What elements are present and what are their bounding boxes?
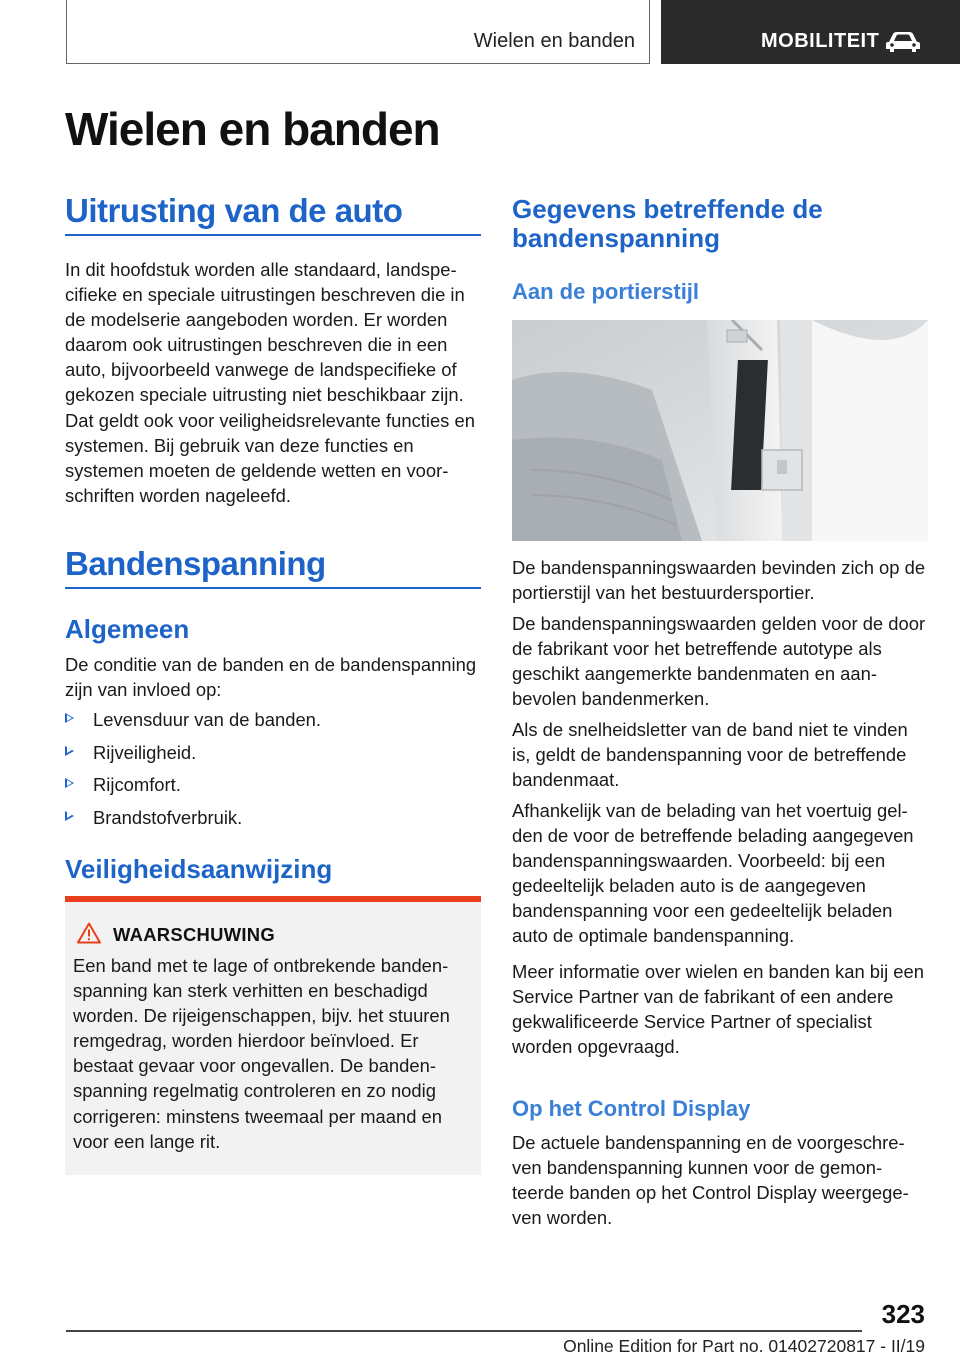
- door-pillar-photo: [512, 320, 928, 541]
- chapter-title: Wielen en banden: [65, 103, 440, 155]
- car-icon: [885, 28, 921, 54]
- header-section: [661, 0, 960, 64]
- list-item: Rijveiligheid.: [65, 740, 481, 773]
- door-paragraph-2: De bandenspanningswaarden gelden voor de door de fabrikant voor het betreffende autotype als geschikt aangemerkte bandenmaten en aanbevolen bandenmerken.: [512, 613, 926, 710]
- equipment-heading-rule: [65, 234, 481, 236]
- page-number: 323: [881, 1299, 925, 1329]
- footer-edition: Online Edition for Part no. 01402720817 - II/19: [563, 1336, 925, 1356]
- equipment-heading: Uitrusting van de auto: [65, 192, 403, 229]
- bullet-arrow-icon: [65, 746, 74, 756]
- display-text: De actuele bandenspanning en de voorgeschreven bandenspanning kunnen voor de gemonteerde banden op het Control Display weergegeven worden.: [512, 1132, 909, 1229]
- bullet-arrow-icon: [65, 713, 74, 723]
- header-section-label: MOBILITEIT: [761, 30, 880, 52]
- data-heading: Gegevens betreffende de bandenspanning: [512, 194, 823, 253]
- warning-title: WAARSCHUWING: [113, 924, 275, 945]
- safety-heading: Veiligheidsaanwijzing: [65, 854, 333, 884]
- bullet-arrow-icon: [65, 811, 74, 821]
- door-paragraph-3: Als de snelheidsletter van de band niet te vinden is, geldt de bandenspanning voor de betreffende bandenmaat.: [512, 719, 908, 791]
- header-tab-label: Wielen en banden: [473, 30, 635, 52]
- general-text: De conditie van de banden en de bandenspanning zijn van invloed op:: [65, 654, 477, 701]
- list-item: Brandstofverbruik.: [65, 805, 481, 838]
- equipment-text: In dit hoofdstuk worden alle standaard, landspecifieke en speciale uitrustingen beschreven die in de modelserie aangeboden worden. Er worden daarom ook uitrustingen beschreven die in een auto, bijvoorbeeld vanwege de landspecifieke of gekozen speciale uitrusting niet beschikbaar zijn. Dat geldt ook voor veiligheidsrelevante functies en systemen. Bij gebruik van deze functies en systemen moeten de geldende wetten en voorschriften worden nageleefd.: [65, 259, 475, 506]
- display-heading: Op het Control Display: [512, 1096, 751, 1121]
- pressure-heading-rule: [65, 587, 481, 589]
- warning-triangle-icon: [77, 922, 101, 944]
- general-heading: Algemeen: [65, 614, 190, 644]
- general-list: [65, 707, 481, 837]
- door-heading: Aan de portierstijl: [512, 279, 700, 304]
- warning-box: [65, 896, 481, 1175]
- list-item: Rijcomfort.: [65, 772, 481, 805]
- pressure-heading: Bandenspanning: [65, 545, 326, 582]
- door-paragraph-4: Afhankelijk van de belading van het voertuig gelden de voor de betreffende belading aangegeven bandenspanningswaarden. Voorbeeld: bij een gedeeltelijk beladen auto is de aangegeven bandenspanning voor een gedeeltelijk beladen auto de optimale bandenspanning.: [512, 800, 914, 947]
- footer-rule: [66, 1330, 862, 1332]
- bullet-arrow-icon: [65, 778, 74, 788]
- header-tab: [66, 0, 650, 64]
- list-item: Levensduur van de banden.: [65, 707, 481, 740]
- warning-text: Een band met te lage of ontbrekende bandenspanning kan sterk verhitten en beschadigd worden. De rijeigenschappen, bijv. het stuuren remgedrag, worden hierdoor beïnvloed. Er bestaat gevaar voor ongevallen. De bandenspanning regelmatig controleren en zo nodig corrigeren: minstens tweemaal per maand en voor een lange rit.: [73, 955, 450, 1152]
- door-paragraph-5: Meer informatie over wielen en banden kan bij een Service Partner van de fabrikant of een andere gekwalificeerde Service Partner of specialist worden opgevraagd.: [512, 961, 924, 1058]
- door-paragraph-1: De bandenspanningswaarden bevinden zich op de portierstijl van het bestuurdersportier.: [512, 557, 926, 604]
